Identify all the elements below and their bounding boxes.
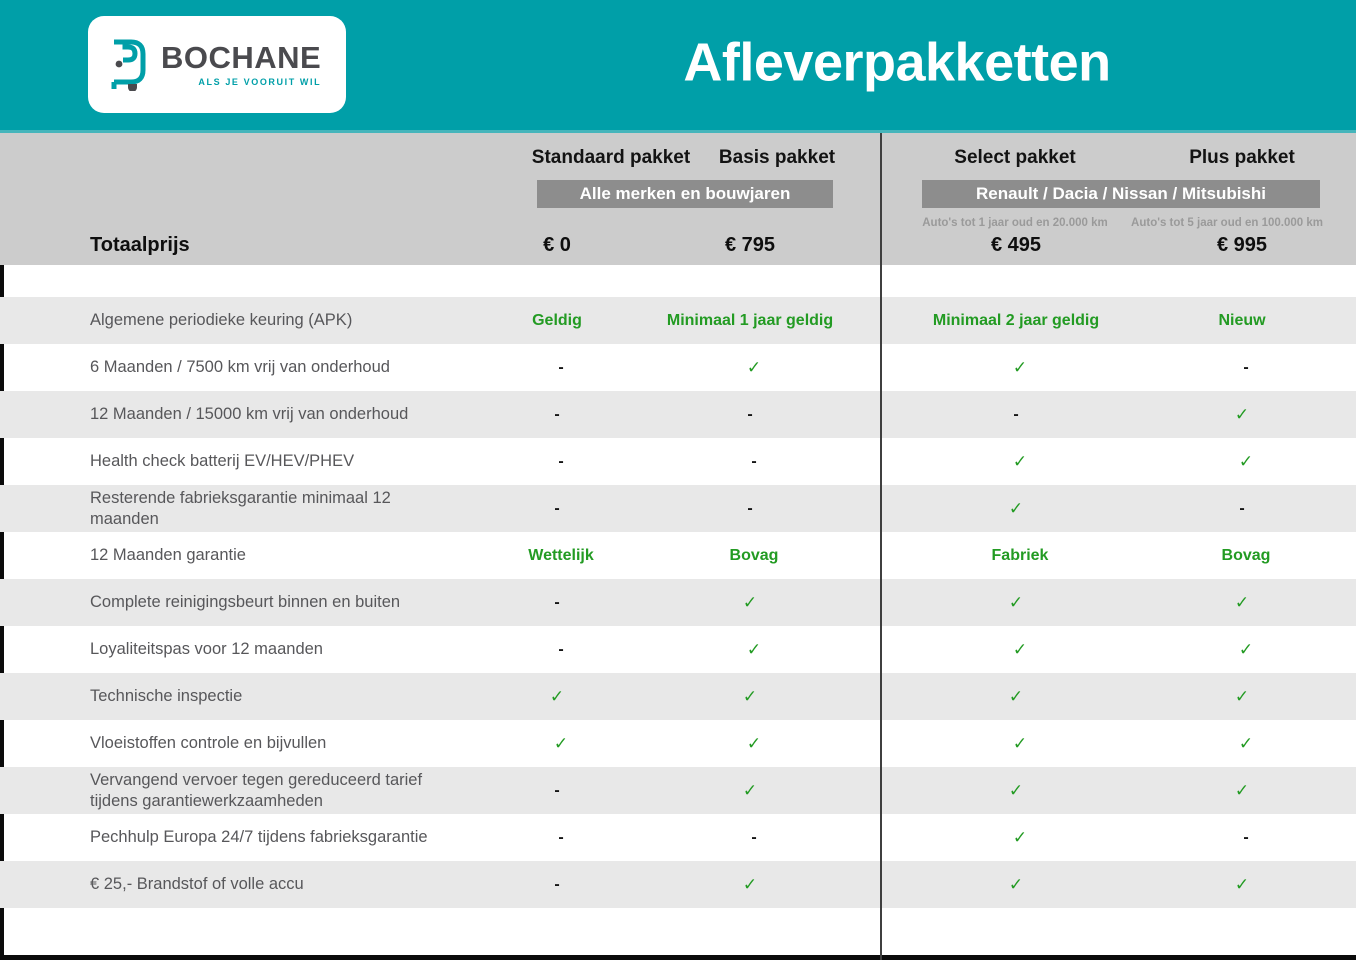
feature-label: 12 Maanden garantie: [90, 546, 246, 565]
feature-label: Vloeistoffen controle en bijvullen: [90, 734, 327, 753]
bottom-whitespace: [0, 908, 1356, 955]
dash-mark: -: [1243, 358, 1249, 376]
check-icon: ✓: [1012, 451, 1028, 471]
feature-label: Algemene periodieke keuring (APK): [90, 311, 353, 330]
column-header-select-pakket: Select pakket: [954, 147, 1076, 168]
check-icon: ✓: [1012, 827, 1028, 847]
check-icon: ✓: [746, 639, 762, 659]
check-icon: ✓: [742, 592, 758, 612]
dash-mark: -: [554, 781, 560, 799]
table-row: [0, 391, 1356, 438]
dash-mark: -: [751, 828, 757, 846]
check-icon: ✓: [1234, 404, 1250, 424]
table-row: [0, 532, 1356, 579]
feature-value: Geldig: [532, 311, 582, 329]
table-row: [0, 767, 1356, 814]
check-icon: ✓: [1008, 592, 1024, 612]
top-banner: [0, 0, 1356, 133]
feature-label: Loyaliteitspas voor 12 maanden: [90, 640, 323, 659]
feature-label: € 25,- Brandstof of volle accu: [90, 875, 304, 894]
check-icon: ✓: [1012, 733, 1028, 753]
feature-value: Fabriek: [991, 546, 1049, 564]
check-icon: ✓: [1234, 780, 1250, 800]
check-icon: ✓: [1238, 733, 1254, 753]
feature-value: Nieuw: [1218, 311, 1266, 329]
feature-value: Bovag: [729, 546, 779, 564]
dash-mark: -: [1239, 499, 1245, 517]
dash-mark: -: [558, 452, 564, 470]
caption-select-pakket: Auto's tot 1 jaar oud en 20.000 km: [922, 217, 1108, 229]
badge-alle-merken: Alle merken en bouwjaren: [537, 180, 833, 208]
check-icon: ✓: [1008, 686, 1024, 706]
caption-plus-pakket: Auto's tot 5 jaar oud en 100.000 km: [1131, 217, 1323, 229]
table-row: [0, 720, 1356, 767]
feature-value: Minimaal 2 jaar geldig: [932, 311, 1100, 329]
feature-label: Vervangend vervoer tegen gereduceerd tarief tijdens garantiewerkzaamheden: [90, 770, 423, 810]
dash-mark: -: [558, 358, 564, 376]
feature-label: Resterende fabrieksgarantie minimaal 12 maanden: [90, 488, 391, 528]
total-price-basis: € 795: [724, 234, 776, 256]
table-row: [0, 438, 1356, 485]
logo-text: [161, 42, 321, 87]
total-price-plus: € 995: [1216, 234, 1268, 256]
check-icon: ✓: [1008, 874, 1024, 894]
table-row: [0, 344, 1356, 391]
table-row: [0, 673, 1356, 720]
total-price-select: € 495: [990, 234, 1042, 256]
brand-name: BOCHANE: [161, 40, 322, 75]
check-icon: ✓: [1012, 357, 1028, 377]
feature-value: Bovag: [1221, 546, 1271, 564]
table-row: [0, 626, 1356, 673]
feature-label: Health check batterij EV/HEV/PHEV: [90, 452, 355, 471]
page-title: Afleverpakketten: [683, 32, 1111, 93]
check-icon: ✓: [1234, 592, 1250, 612]
check-icon: ✓: [1238, 639, 1254, 659]
table-row: [0, 861, 1356, 908]
check-icon: ✓: [553, 733, 569, 753]
table-row: [0, 814, 1356, 861]
badge-renault-dacia-nissan-mitsubishi: Renault / Dacia / Nissan / Mitsubishi: [922, 180, 1320, 208]
check-icon: ✓: [1238, 451, 1254, 471]
feature-label: Pechhulp Europa 24/7 tijdens fabrieksgarantie: [90, 828, 428, 847]
feature-label: 6 Maanden / 7500 km vrij van onderhoud: [90, 358, 390, 377]
check-icon: ✓: [742, 780, 758, 800]
bochane-logo-icon: [104, 33, 152, 96]
vertical-divider-line: [880, 133, 882, 960]
dash-mark: -: [747, 405, 753, 423]
dash-mark: -: [1243, 828, 1249, 846]
dash-mark: -: [558, 828, 564, 846]
check-icon: ✓: [742, 686, 758, 706]
check-icon: ✓: [746, 357, 762, 377]
feature-label: Technische inspectie: [90, 687, 243, 706]
total-price-standaard: € 0: [543, 234, 571, 256]
column-header-basis-pakket: Basis pakket: [718, 147, 836, 168]
check-icon: ✓: [1234, 686, 1250, 706]
check-icon: ✓: [1234, 874, 1250, 894]
spacer-row: [0, 265, 1356, 297]
table-header: [0, 133, 1356, 265]
dash-mark: -: [751, 452, 757, 470]
feature-label: Complete reinigingsbeurt binnen en buiten: [90, 593, 401, 612]
check-icon: ✓: [742, 874, 758, 894]
check-icon: ✓: [1012, 639, 1028, 659]
table-row: [0, 579, 1356, 626]
brand-tagline: ALS JE VOORUIT WIL: [198, 77, 322, 87]
dash-mark: -: [1013, 405, 1019, 423]
bottom-border-line: [0, 955, 1356, 960]
dash-mark: -: [554, 499, 560, 517]
table-row: [0, 485, 1356, 532]
check-icon: ✓: [746, 733, 762, 753]
dash-mark: -: [554, 593, 560, 611]
feature-value: Wettelijk: [528, 546, 594, 564]
dash-mark: -: [747, 499, 753, 517]
column-header-plus-pakket: Plus pakket: [1189, 147, 1295, 168]
feature-table-body: [0, 297, 1356, 908]
table-row: [0, 297, 1356, 344]
feature-value: Minimaal 1 jaar geldig: [666, 311, 834, 329]
totaalprijs-label: Totaalprijs: [90, 234, 190, 256]
dash-mark: -: [554, 405, 560, 423]
check-icon: ✓: [1008, 780, 1024, 800]
check-icon: ✓: [549, 686, 565, 706]
bochane-logo: [88, 16, 346, 113]
feature-label: 12 Maanden / 15000 km vrij van onderhoud: [90, 405, 409, 424]
check-icon: ✓: [1008, 498, 1024, 518]
column-header-standaard-pakket: Standaard pakket: [531, 147, 691, 168]
dash-mark: -: [554, 875, 560, 893]
dash-mark: -: [558, 640, 564, 658]
